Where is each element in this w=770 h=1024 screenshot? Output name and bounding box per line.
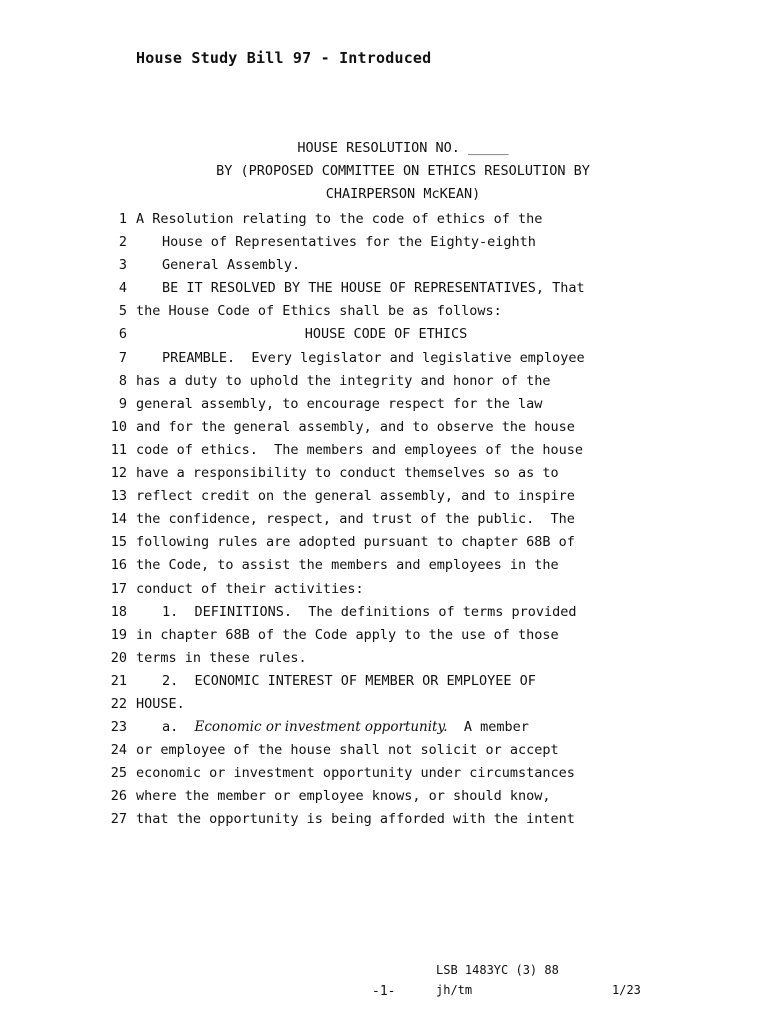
footer-initials: jh/tm bbox=[436, 983, 473, 997]
line-text: where the member or employee knows, or should know, bbox=[136, 788, 551, 805]
line-text: and for the general assembly, and to observe the house bbox=[136, 418, 575, 435]
text-line bbox=[0, 670, 770, 693]
line-text: following rules are adopted pursuant to chapter 68B of bbox=[136, 534, 575, 551]
line-number: 21 bbox=[110, 672, 127, 689]
footer-page-number: -1- bbox=[372, 984, 396, 999]
line-number: 15 bbox=[110, 534, 127, 551]
line-number: 22 bbox=[110, 695, 127, 712]
resolution-by-line: BY (PROPOSED COMMITTEE ON ETHICS RESOLUTION BY bbox=[216, 163, 590, 179]
subsection-label: a. bbox=[162, 719, 195, 736]
footer-lsb-code: LSB 1483YC (3) 88 bbox=[436, 963, 559, 977]
line-number: 4 bbox=[118, 280, 127, 297]
line-text: the Code, to assist the members and employees in the bbox=[136, 557, 559, 574]
line-text: the House Code of Ethics shall be as follows: bbox=[136, 303, 502, 320]
line-number: 18 bbox=[110, 603, 127, 620]
line-text: general assembly, to encourage respect for the law bbox=[136, 395, 543, 412]
line-number: 17 bbox=[110, 580, 127, 597]
text-line bbox=[0, 347, 770, 370]
line-number: 11 bbox=[110, 441, 127, 458]
line-text: economic or investment opportunity under circumstances bbox=[136, 765, 575, 782]
line-text: have a responsibility to conduct themselves so as to bbox=[136, 465, 559, 482]
line-number: 8 bbox=[118, 372, 127, 389]
text-line bbox=[0, 647, 770, 670]
line-number: 19 bbox=[110, 626, 127, 643]
text-line bbox=[0, 601, 770, 624]
text-line bbox=[0, 716, 770, 739]
line-text: terms in these rules. bbox=[136, 649, 307, 666]
line-text: HOUSE. bbox=[136, 695, 185, 712]
line-number: 10 bbox=[110, 418, 127, 435]
text-line bbox=[0, 277, 770, 300]
line-number: 25 bbox=[110, 765, 127, 782]
line-number: 2 bbox=[118, 234, 127, 251]
line-text: code of ethics. The members and employees of the house bbox=[136, 441, 584, 458]
line-text: PREAMBLE. Every legislator and legislative employee bbox=[162, 349, 585, 366]
line-number: 3 bbox=[118, 257, 127, 274]
line-number: 13 bbox=[110, 488, 127, 505]
text-line bbox=[0, 416, 770, 439]
line-number: 23 bbox=[110, 719, 127, 736]
line-number: 26 bbox=[110, 788, 127, 805]
line-text: or employee of the house shall not solicit or accept bbox=[136, 742, 559, 759]
text-line bbox=[0, 323, 770, 346]
line-number: 12 bbox=[110, 465, 127, 482]
text-line bbox=[0, 439, 770, 462]
resolution-sponsor-line: CHAIRPERSON McKEAN) bbox=[325, 186, 481, 202]
resolution-number-line: HOUSE RESOLUTION NO. _____ bbox=[297, 140, 509, 156]
line-number: 24 bbox=[110, 742, 127, 759]
text-line bbox=[0, 485, 770, 508]
text-line bbox=[0, 578, 770, 601]
text-line bbox=[0, 462, 770, 485]
text-line bbox=[0, 762, 770, 785]
text-line bbox=[0, 231, 770, 254]
text-line bbox=[0, 508, 770, 531]
line-text: conduct of their activities: bbox=[136, 580, 364, 597]
line-number: 27 bbox=[110, 811, 127, 828]
text-line bbox=[0, 300, 770, 323]
text-line bbox=[0, 554, 770, 577]
line-number: 5 bbox=[118, 303, 127, 320]
line-number: 7 bbox=[118, 349, 127, 366]
text-line bbox=[0, 393, 770, 416]
line-text: that the opportunity is being afforded with the intent bbox=[136, 811, 575, 828]
text-line bbox=[0, 208, 770, 231]
footer-page-count: 1/23 bbox=[612, 983, 641, 997]
document-title: House Study Bill 97 - Introduced bbox=[136, 49, 432, 67]
line-text: House of Representatives for the Eighty-eighth bbox=[162, 234, 536, 251]
line-text: A Resolution relating to the code of ethics of the bbox=[136, 211, 543, 227]
line-number: 9 bbox=[118, 395, 127, 412]
line-number: 16 bbox=[110, 557, 127, 574]
line-number: 6 bbox=[118, 326, 127, 343]
numbered-text-body bbox=[0, 208, 770, 832]
line-number: 20 bbox=[110, 649, 127, 666]
line-text: 1. DEFINITIONS. The definitions of terms provided bbox=[162, 603, 577, 620]
text-line bbox=[0, 254, 770, 277]
line-text bbox=[162, 716, 529, 739]
line-text: BE IT RESOLVED BY THE HOUSE OF REPRESENTATIVES, That bbox=[162, 280, 585, 297]
line-text: reflect credit on the general assembly, and to inspire bbox=[136, 488, 575, 505]
text-line bbox=[0, 808, 770, 831]
section-heading: HOUSE CODE OF ETHICS bbox=[304, 326, 468, 343]
text-line bbox=[0, 370, 770, 393]
text-line bbox=[0, 693, 770, 716]
text-line bbox=[0, 785, 770, 808]
line-number: 14 bbox=[110, 511, 127, 528]
text-line bbox=[0, 531, 770, 554]
line-text: the confidence, respect, and trust of the public. The bbox=[136, 511, 575, 528]
line-text: 2. ECONOMIC INTEREST OF MEMBER OR EMPLOYEE OF bbox=[162, 672, 536, 689]
line-text: in chapter 68B of the Code apply to the use of those bbox=[136, 626, 559, 643]
text-line bbox=[0, 624, 770, 647]
subsection-text: A member bbox=[447, 719, 529, 736]
line-text: has a duty to uphold the integrity and honor of the bbox=[136, 372, 551, 389]
line-number: 1 bbox=[118, 211, 127, 227]
text-line bbox=[0, 739, 770, 762]
subsection-heading-italic: Economic or investment opportunity. bbox=[194, 719, 448, 736]
line-text: General Assembly. bbox=[162, 257, 301, 274]
